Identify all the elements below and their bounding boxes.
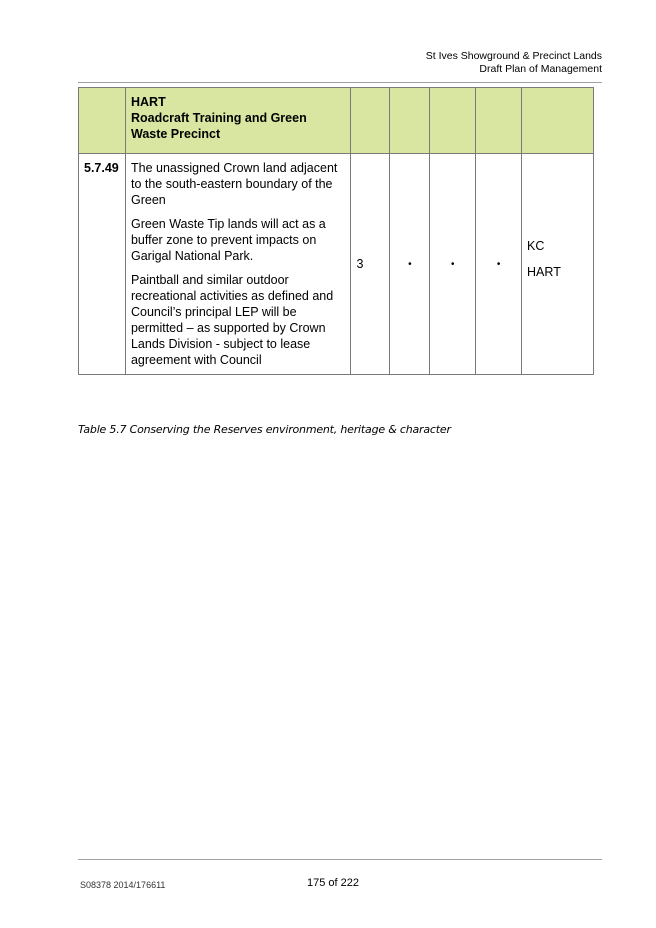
row-priority: 3 bbox=[351, 154, 390, 375]
row-mark-cell bbox=[430, 154, 476, 375]
bullet-mark: • bbox=[496, 259, 501, 270]
precinct-empty-cell bbox=[522, 88, 594, 154]
precinct-ref-cell bbox=[79, 88, 126, 154]
description-paragraph: The unassigned Crown land adjacent to the south-eastern boundary of the Green bbox=[130, 161, 338, 207]
description-paragraph: Paintball and similar outdoor recreational activities as defined and Council’s principal LEP will be permitted – as supported by Crown Lands Division - subject to lease agreement with Council bbox=[130, 273, 334, 367]
precinct-empty-cell bbox=[430, 88, 476, 154]
table-caption: Table 5.7 Conserving the Reserves environment, heritage & character bbox=[78, 423, 451, 436]
header-title: St Ives Showground & Precinct Lands bbox=[425, 50, 602, 62]
precinct-name: Roadcraft Training and Green Waste Precinct bbox=[130, 111, 307, 141]
precinct-empty-cell bbox=[351, 88, 390, 154]
precinct-header-row bbox=[79, 88, 594, 154]
row-responsibility bbox=[522, 154, 594, 375]
bullet-mark: • bbox=[408, 259, 412, 270]
plan-table bbox=[78, 87, 594, 375]
precinct-code: HART bbox=[130, 95, 166, 109]
footer-rule bbox=[78, 859, 602, 860]
page-header bbox=[426, 50, 602, 76]
row-ref: 5.7.49 bbox=[79, 154, 126, 375]
responsibility-item: HART bbox=[527, 265, 561, 279]
precinct-empty-cell bbox=[476, 88, 522, 154]
header-subtitle: Draft Plan of Management bbox=[479, 63, 602, 75]
header-rule bbox=[78, 82, 602, 83]
row-mark-cell bbox=[476, 154, 522, 375]
description-paragraph: Green Waste Tip lands will act as a buffer zone to prevent impacts on Garigal National Park. bbox=[130, 217, 326, 263]
row-mark-cell bbox=[390, 154, 430, 375]
precinct-empty-cell bbox=[390, 88, 430, 154]
row-description bbox=[125, 154, 350, 375]
bullet-mark: • bbox=[450, 259, 455, 270]
table-row bbox=[79, 154, 594, 375]
precinct-title-cell bbox=[125, 88, 350, 154]
document-reference: S08378 2014/176611 bbox=[80, 880, 166, 890]
responsibility-item: KC bbox=[527, 239, 545, 253]
page-number: 175 of 222 bbox=[307, 877, 359, 889]
